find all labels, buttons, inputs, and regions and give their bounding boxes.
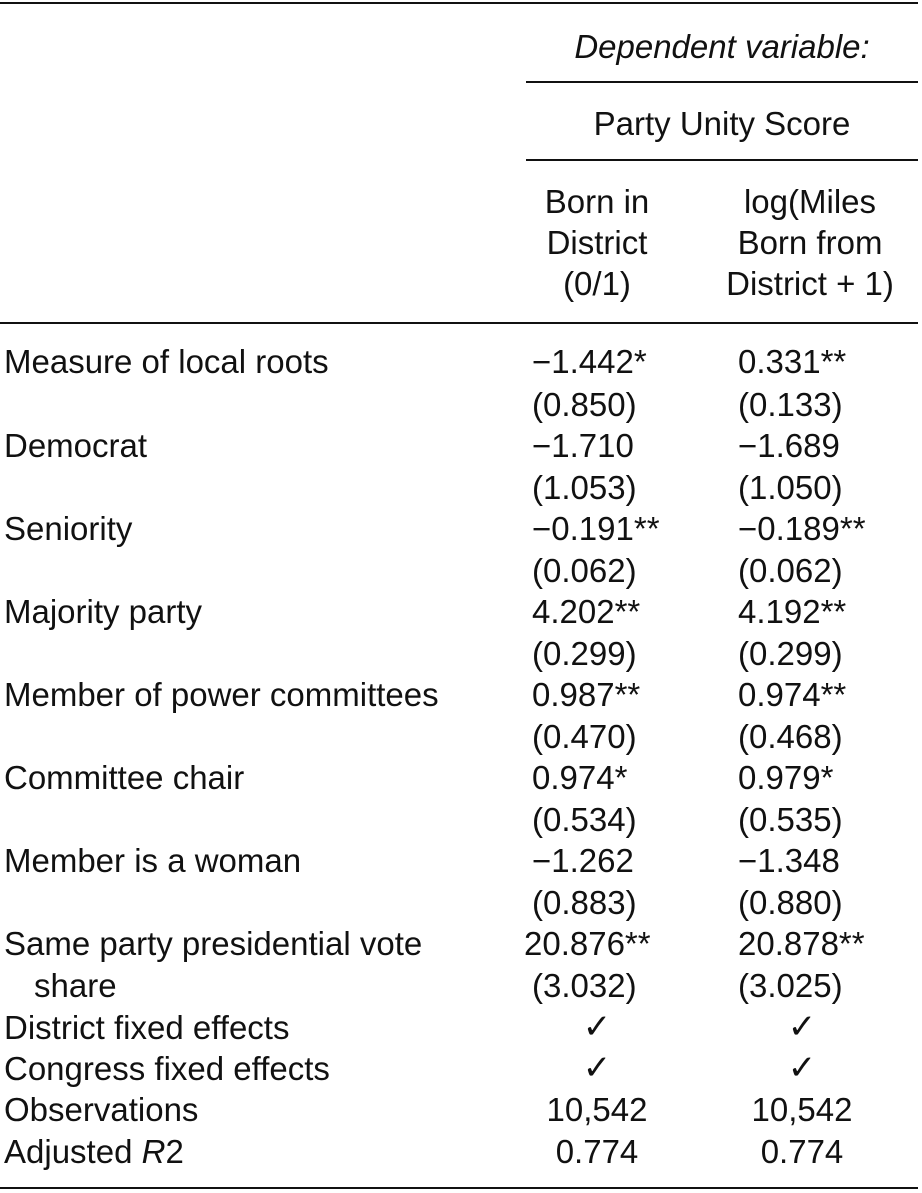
se-presidential-vote-col1 [522, 965, 672, 1006]
se-value: (0.062) [532, 552, 637, 589]
coef-value: −0.191** [532, 510, 660, 547]
se-power-committees-col2 [712, 716, 892, 757]
se-majority-party-col2 [712, 633, 892, 674]
se-value: (1.050) [738, 469, 843, 506]
coef-value: −1.710 [532, 427, 634, 464]
coef-woman-col2 [712, 840, 892, 881]
adjusted-r2-col2: 0.774 [760, 1133, 844, 1170]
se-woman-col1 [522, 882, 672, 923]
coef-presidential-vote-col2 [712, 923, 892, 964]
column-header-1-line-1: Born in [544, 183, 650, 220]
coef-value: 4.192** [738, 593, 847, 630]
observations-col2: 10,542 [751, 1091, 853, 1128]
se-value: (0.299) [738, 635, 843, 672]
se-majority-party-col1 [522, 633, 672, 674]
top-rule [0, 2, 918, 4]
r2-suffix: 2 [165, 1133, 184, 1170]
district-fe-check-col1: ✓ [582, 1008, 612, 1046]
dependent-variable-rule [526, 81, 918, 83]
se-value: (0.133) [738, 386, 843, 423]
coef-majority-party-col2 [712, 591, 892, 632]
coef-value: 0.974** [738, 676, 847, 713]
column-header-2-line-3: District + 1) [726, 265, 894, 302]
se-value: (0.850) [532, 386, 637, 423]
coef-value: −1.442* [532, 343, 647, 380]
row-label-presidential-vote-cont: share [34, 967, 117, 1004]
se-value: (3.032) [532, 967, 637, 1004]
coef-local-roots-col2 [712, 341, 892, 382]
se-local-roots-col2 [712, 384, 892, 425]
coef-democrat-col2 [712, 425, 892, 466]
coef-value: −1.689 [738, 427, 840, 464]
column-header-1-line-2: District [546, 224, 648, 261]
coef-value: −0.189** [738, 510, 866, 547]
se-local-roots-col1 [522, 384, 672, 425]
row-label-local-roots: Measure of local roots [4, 343, 329, 380]
bottom-rule [0, 1187, 918, 1189]
row-label-committee-chair: Committee chair [4, 759, 245, 796]
r-symbol: R [141, 1133, 166, 1170]
adjusted-r2-col1: 0.774 [555, 1133, 639, 1170]
coef-committee-chair-col2 [712, 757, 892, 798]
party-unity-rule [526, 159, 918, 161]
se-committee-chair-col1 [522, 799, 672, 840]
coef-value: 0.987** [532, 676, 641, 713]
coef-democrat-col1 [522, 425, 672, 466]
se-value: (0.470) [532, 718, 637, 755]
se-value: (0.883) [532, 884, 637, 921]
se-value: (0.534) [532, 801, 637, 838]
se-value: (0.880) [738, 884, 843, 921]
coef-seniority-col2 [712, 508, 892, 549]
coef-presidential-vote-col1 [522, 923, 672, 964]
coef-local-roots-col1 [522, 341, 672, 382]
adjusted-prefix: Adjusted [4, 1133, 142, 1170]
coef-value: 0.331** [738, 343, 847, 380]
column-header-2-line-2: Born from [737, 224, 883, 261]
se-presidential-vote-col2 [712, 965, 892, 1006]
se-value: (1.053) [532, 469, 637, 506]
se-value: (0.468) [738, 718, 843, 755]
row-label-seniority: Seniority [4, 510, 133, 547]
coef-committee-chair-col1 [522, 757, 672, 798]
dependent-variable-label: Dependent variable: [574, 28, 870, 65]
coef-value: 20.876** [524, 925, 651, 962]
coef-value: −1.262 [532, 842, 634, 879]
se-value: (0.535) [738, 801, 843, 838]
district-fe-check-col2: ✓ [787, 1008, 817, 1046]
row-label-majority-party: Majority party [4, 593, 203, 630]
header-bottom-rule [0, 322, 918, 324]
congress-fe-check-col2: ✓ [787, 1049, 817, 1087]
se-power-committees-col1 [522, 716, 672, 757]
se-woman-col2 [712, 882, 892, 923]
coef-majority-party-col1 [522, 591, 672, 632]
row-label-district-fe: District fixed effects [4, 1009, 290, 1046]
row-label-presidential-vote: Same party presidential vote [4, 925, 423, 962]
se-value: (0.062) [738, 552, 843, 589]
se-democrat-col1 [522, 467, 672, 508]
column-header-1-line-3: (0/1) [563, 265, 631, 302]
se-value: (0.299) [532, 635, 637, 672]
row-label-democrat: Democrat [4, 427, 148, 464]
row-label-congress-fe: Congress fixed effects [4, 1050, 330, 1087]
coef-value: 20.878** [738, 925, 865, 962]
coef-value: 0.974* [532, 759, 628, 796]
coef-seniority-col1 [522, 508, 672, 549]
coef-value: 4.202** [532, 593, 641, 630]
row-label-woman: Member is a woman [4, 842, 302, 879]
coef-power-committees-col2 [712, 674, 892, 715]
row-label-power-committees: Member of power committees [4, 676, 439, 713]
se-value: (3.025) [738, 967, 843, 1004]
se-democrat-col2 [712, 467, 892, 508]
row-label-observations: Observations [4, 1091, 199, 1128]
congress-fe-check-col1: ✓ [582, 1049, 612, 1087]
se-seniority-col1 [522, 550, 672, 591]
row-label-adjusted-r2 [4, 1131, 184, 1172]
coef-value: −1.348 [738, 842, 840, 879]
se-committee-chair-col2 [712, 799, 892, 840]
observations-col1: 10,542 [546, 1091, 648, 1128]
coef-woman-col1 [522, 840, 672, 881]
coef-power-committees-col1 [522, 674, 672, 715]
se-seniority-col2 [712, 550, 892, 591]
party-unity-score-label: Party Unity Score [593, 105, 851, 142]
column-header-2-line-1: log(Miles [743, 183, 877, 220]
coef-value: 0.979* [738, 759, 834, 796]
